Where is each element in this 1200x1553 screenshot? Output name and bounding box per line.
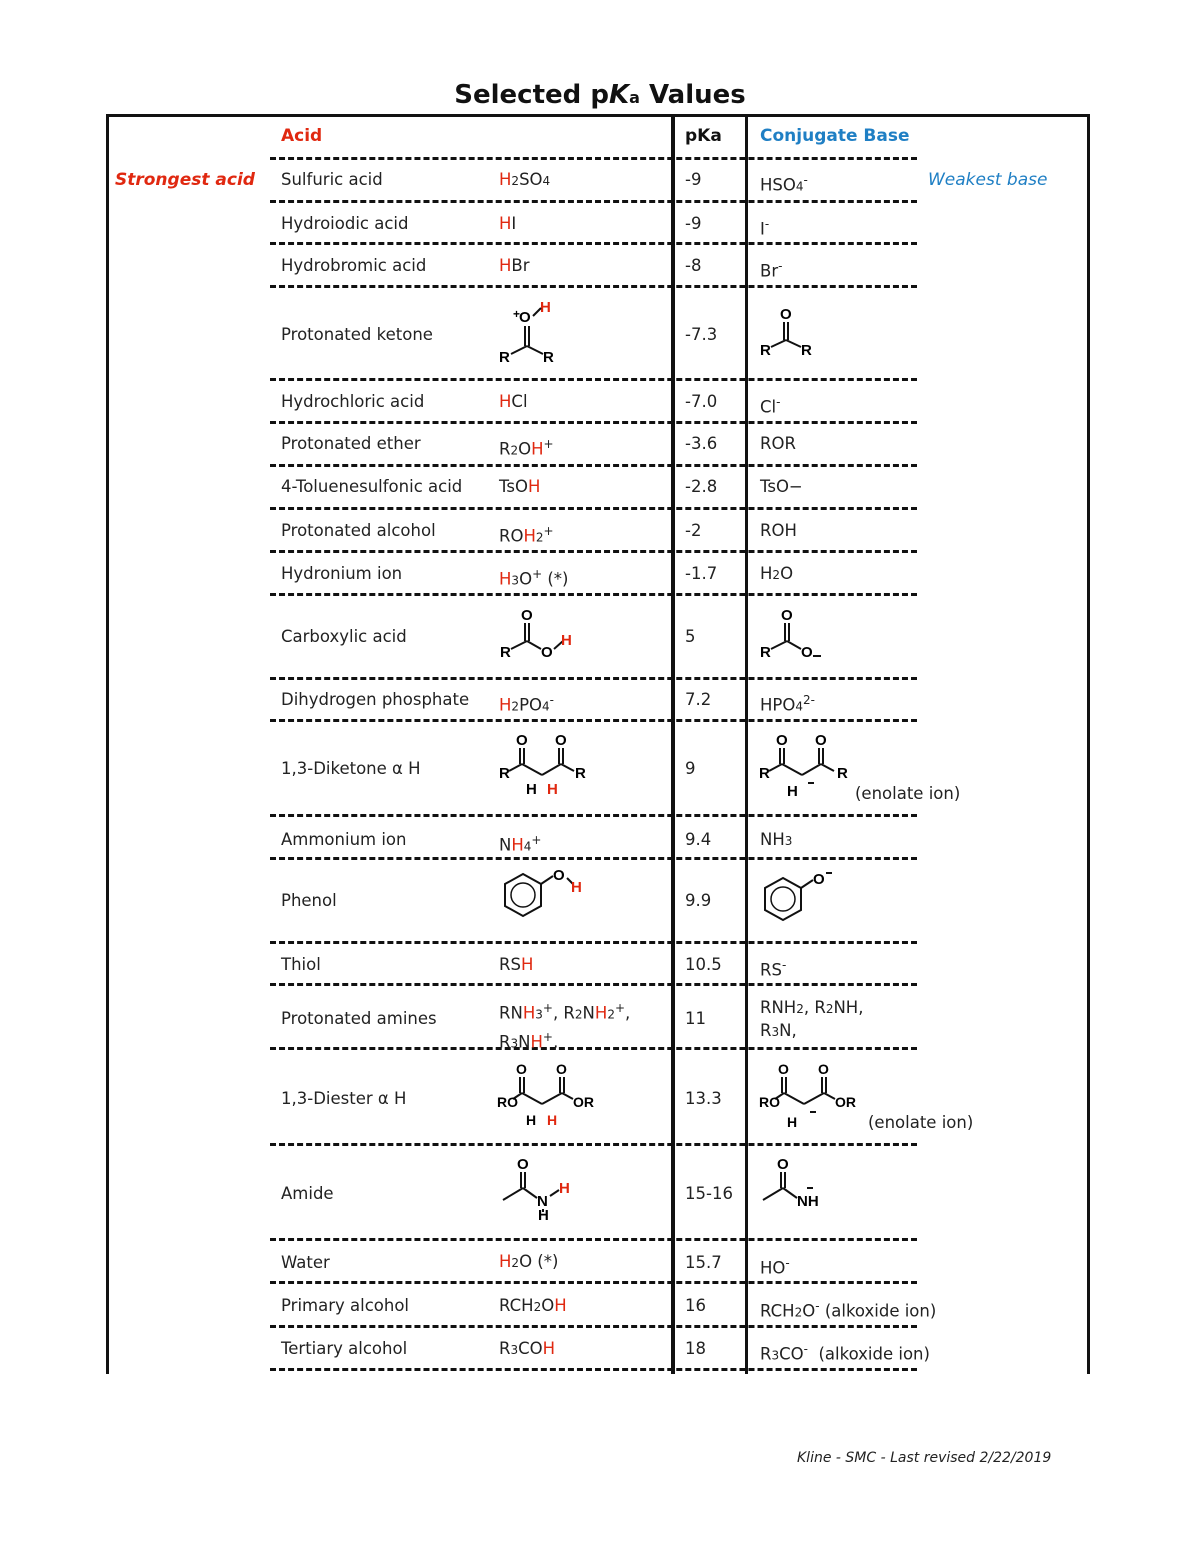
- base-formula: RCH2O- (alkoxide ion): [760, 1299, 937, 1321]
- pka-value: 18: [685, 1339, 706, 1358]
- row-separator: [270, 200, 917, 203]
- acid-name: Hydrochloric acid: [281, 392, 425, 411]
- acid-formula: RCH2OH: [499, 1296, 567, 1315]
- svg-text:R: R: [837, 765, 848, 782]
- acid-formula: R2OH+: [499, 437, 554, 459]
- weakest-base-label: Weakest base: [928, 170, 1048, 190]
- amide-structure: [497, 1152, 587, 1227]
- row-separator: [270, 814, 917, 817]
- acid-formula: RNH3+, R2NH2+, R3NH+,: [499, 1001, 631, 1051]
- row-separator: [270, 507, 917, 510]
- acid-name: Protonated alcohol: [281, 521, 436, 540]
- acid-formula: H2SO4: [499, 170, 551, 189]
- phenol-structure: [497, 864, 592, 934]
- svg-text:O: O: [780, 306, 792, 323]
- enolate-structure: [757, 728, 857, 803]
- pka-value: -8: [685, 256, 702, 275]
- svg-text:O: O: [781, 607, 793, 624]
- strongest-acid-label: Strongest acid: [115, 170, 255, 190]
- pka-column-right-border: [745, 114, 748, 1374]
- acid-formula: HBr: [499, 256, 530, 275]
- pka-value: 15-16: [685, 1184, 733, 1203]
- row-separator: [270, 378, 917, 381]
- acid-name: Protonated ether: [281, 434, 421, 453]
- acid-name: Dihydrogen phosphate: [281, 690, 470, 709]
- acid-name: Hydronium ion: [281, 564, 403, 583]
- svg-text:R: R: [801, 342, 812, 359]
- base-formula: Cl-: [760, 395, 781, 417]
- acid-formula: H2O (*): [499, 1252, 559, 1271]
- base-formula: HO-: [760, 1256, 790, 1278]
- pka-value: -1.7: [685, 564, 718, 583]
- svg-text:H: H: [547, 1112, 558, 1128]
- svg-text:H: H: [526, 1112, 537, 1128]
- svg-text:R: R: [575, 765, 586, 782]
- svg-text:O: O: [541, 644, 553, 661]
- acid-name: Primary alcohol: [281, 1296, 410, 1315]
- svg-text:R: R: [760, 644, 771, 661]
- svg-text:NH: NH: [797, 1193, 819, 1210]
- base-formula: RS-: [760, 958, 787, 980]
- carboxylate-structure: [757, 603, 837, 668]
- svg-text:O: O: [818, 1061, 829, 1077]
- table-right-border: [1087, 114, 1090, 1374]
- svg-text:O: O: [555, 732, 567, 749]
- svg-text:O: O: [556, 1061, 567, 1077]
- svg-text:N: N: [537, 1193, 548, 1210]
- enolate-note: (enolate ion): [868, 1113, 974, 1132]
- acid-formula: ROH2+: [499, 524, 554, 546]
- row-separator: [270, 857, 917, 860]
- pka-value: -7.0: [685, 392, 718, 411]
- row-separator: [270, 1281, 917, 1284]
- acid-name: Phenol: [281, 891, 337, 910]
- pka-value: -9: [685, 214, 702, 233]
- pka-value: -2.8: [685, 477, 718, 496]
- row-separator: [270, 550, 917, 553]
- table-top-border: [106, 114, 1090, 117]
- pka-value: 9.9: [685, 891, 712, 910]
- svg-text:O: O: [516, 1061, 527, 1077]
- row-separator: [270, 242, 917, 245]
- row-separator: [270, 285, 917, 288]
- svg-text:O: O: [801, 644, 813, 661]
- acid-name: Carboxylic acid: [281, 627, 407, 646]
- acid-name: Protonated amines: [281, 1009, 437, 1028]
- header-pka: pKa: [685, 126, 722, 146]
- row-separator: [270, 1325, 917, 1328]
- carboxylic-acid-structure: [497, 603, 587, 668]
- row-separator: [270, 1368, 917, 1371]
- phenoxide-structure: [757, 864, 837, 934]
- svg-text:H: H: [561, 632, 572, 649]
- acid-name: 1,3-Diketone α H: [281, 759, 421, 778]
- svg-text:O: O: [517, 1156, 529, 1173]
- svg-text:H: H: [547, 781, 558, 798]
- pka-value: 5: [685, 627, 696, 646]
- row-separator: [270, 941, 917, 944]
- base-formula: HSO4-: [760, 173, 808, 195]
- svg-text:OR: OR: [573, 1094, 594, 1110]
- acid-name: Thiol: [281, 955, 321, 974]
- base-formula: ROH: [760, 521, 797, 540]
- acid-formula: NH4+: [499, 833, 542, 855]
- base-formula: NH3: [760, 830, 793, 849]
- pka-value: 7.2: [685, 690, 712, 709]
- acid-name: Ammonium ion: [281, 830, 407, 849]
- diester-enolate-structure: [757, 1057, 867, 1132]
- footer-credit: Kline - SMC - Last revised 2/22/2019: [797, 1450, 1052, 1466]
- acid-name: Water: [281, 1253, 330, 1272]
- acid-name: 4-Toluenesulfonic acid: [281, 477, 463, 496]
- svg-text:R: R: [500, 644, 511, 661]
- base-formula: ROR: [760, 434, 796, 453]
- row-separator: [270, 983, 917, 986]
- row-separator: [270, 421, 917, 424]
- header-acid: Acid: [281, 126, 323, 146]
- pka-value: -9: [685, 170, 702, 189]
- base-formula: Br-: [760, 259, 783, 281]
- base-formula: RNH2, R2NH, R3N,: [760, 998, 864, 1040]
- svg-text:RO: RO: [497, 1094, 518, 1110]
- pka-value: 16: [685, 1296, 706, 1315]
- enolate-note: (enolate ion): [855, 784, 961, 803]
- pka-value: 9.4: [685, 830, 712, 849]
- svg-text:O: O: [521, 607, 533, 624]
- acid-name: Sulfuric acid: [281, 170, 383, 189]
- acid-formula: RSH: [499, 955, 534, 974]
- acid-name: Amide: [281, 1184, 334, 1203]
- row-separator: [270, 157, 917, 160]
- row-separator: [270, 719, 917, 722]
- acid-name: Protonated ketone: [281, 325, 433, 344]
- svg-text:R: R: [499, 765, 510, 782]
- svg-text:O: O: [777, 1156, 789, 1173]
- svg-text:O: O: [519, 309, 531, 326]
- acid-formula: HI: [499, 214, 517, 233]
- svg-text:H: H: [538, 1207, 549, 1224]
- acid-name: 1,3-Diester α H: [281, 1089, 407, 1108]
- header-conjugate-base: Conjugate Base: [760, 126, 910, 146]
- ketone-structure: [757, 303, 827, 363]
- svg-text:RO: RO: [759, 1094, 780, 1110]
- pka-column-left-border: [671, 114, 675, 1374]
- pka-value: 9: [685, 759, 696, 778]
- pka-value: -2: [685, 521, 702, 540]
- base-formula: R3CO- (alkoxide ion): [760, 1342, 930, 1364]
- pka-value: 15.7: [685, 1253, 722, 1272]
- base-formula: H2O: [760, 564, 794, 583]
- pka-value: -3.6: [685, 434, 718, 453]
- svg-text:O: O: [516, 732, 528, 749]
- svg-text:OR: OR: [835, 1094, 856, 1110]
- svg-text:H: H: [559, 1180, 570, 1197]
- pka-value: 11: [685, 1009, 706, 1028]
- acid-formula: H2PO4-: [499, 693, 554, 715]
- svg-text:R: R: [759, 765, 770, 782]
- svg-text:R: R: [499, 349, 510, 366]
- page-title: Selected pKa Values: [454, 80, 746, 110]
- pka-value: 13.3: [685, 1089, 722, 1108]
- svg-text:H: H: [571, 879, 582, 896]
- acid-formula: H3O+ (*): [499, 567, 569, 589]
- svg-text:H: H: [540, 299, 551, 316]
- row-separator: [270, 1238, 917, 1241]
- svg-text:H: H: [526, 781, 537, 798]
- diester-structure: [495, 1057, 605, 1132]
- row-separator: [270, 677, 917, 680]
- base-formula: TsO−: [760, 477, 803, 496]
- row-separator: [270, 593, 917, 596]
- acid-formula: HCl: [499, 392, 528, 411]
- pka-value: 10.5: [685, 955, 722, 974]
- acid-formula: R3COH: [499, 1339, 556, 1358]
- diketone-structure: [497, 728, 597, 803]
- row-separator: [270, 1143, 917, 1146]
- svg-text:O: O: [553, 867, 565, 884]
- svg-text:O: O: [815, 732, 827, 749]
- amide-anion-structure: [757, 1152, 837, 1222]
- acid-name: Hydrobromic acid: [281, 256, 427, 275]
- svg-text:O: O: [778, 1061, 789, 1077]
- base-formula: I-: [760, 217, 770, 239]
- acid-name: Hydroiodic acid: [281, 214, 409, 233]
- svg-text:H: H: [787, 783, 798, 800]
- table-left-border: [106, 114, 109, 1374]
- pka-value: -7.3: [685, 325, 718, 344]
- acid-name: Tertiary alcohol: [281, 1339, 408, 1358]
- acid-formula: TsOH: [499, 477, 541, 496]
- svg-text:O: O: [813, 871, 825, 888]
- svg-text:H: H: [787, 1114, 798, 1130]
- protonated-ketone-structure: [495, 292, 585, 372]
- svg-text:O: O: [776, 732, 788, 749]
- svg-text:+: +: [513, 307, 521, 321]
- svg-text:R: R: [543, 349, 554, 366]
- base-formula: $HPO4^{2-}$: [760, 693, 815, 715]
- svg-text:R: R: [760, 342, 771, 359]
- row-separator: [270, 464, 917, 467]
